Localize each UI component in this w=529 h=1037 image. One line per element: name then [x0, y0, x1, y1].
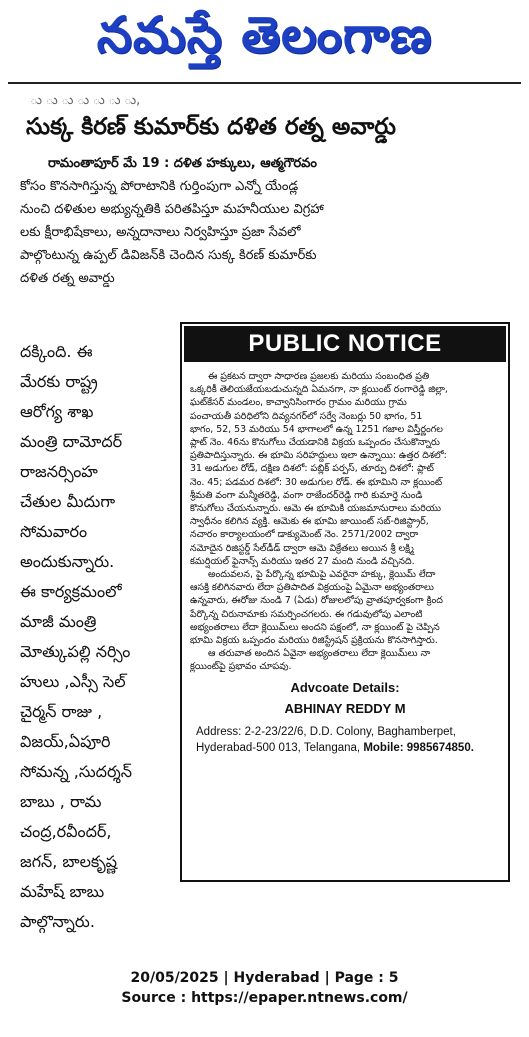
address-line: Address: 2-2-23/22/6, D.D. Colony, Baghamberpet,	[196, 725, 456, 738]
column-line: అందుకున్నారు.	[20, 552, 115, 571]
column-line: మేరకు రాష్ట్ర	[20, 372, 98, 391]
address-line-2	[196, 740, 502, 756]
notice-line: భూమి విక్రయ ఒప్పందం మరియు రిజిస్ట్రేషన్ ప్రక్రియను కొనసాగిస్తారు.	[190, 635, 438, 647]
cutoff-text: ు ు ు ు ు ు ు,	[30, 93, 141, 108]
column-line: విజయ్,ఏపూరి	[20, 732, 111, 751]
notice-line: ఈ ప్రకటన ద్వారా సాధారణ ప్రజలకు మరియు సంబంధిత ప్రతి	[208, 371, 430, 382]
advocate-details	[182, 680, 508, 756]
public-notice-body	[182, 364, 508, 674]
source-link: Source : https://epaper.ntnews.com/	[121, 990, 408, 1006]
notice-line: ఒక్కరికీ తెలియజేయబడుచున్నది ఏమనగా, నా క్లయింట్ రంగారెడ్డి జిల్లా,	[190, 384, 448, 396]
notice-line: ఉన్నవారు, ఈరోజు నుండి 7 (ఏడు) రోజులలోపు వ్రాతపూర్వకంగా క్రింద	[190, 595, 443, 607]
notice-line: ప్లాట్ నెం. 46ను కొనుగోలు చేయడానికి విక్రయ ఒప్పందం చేసుకొన్నారు	[190, 437, 440, 449]
column-line: మంత్రి దామోదర్	[20, 432, 123, 451]
notice-line: క్లయింట్‌పై ప్రభావం చూపవు.	[190, 661, 292, 673]
advocate-address	[188, 724, 502, 756]
intro-line: లకు క్షీరాభిషేకాలు, అన్నదానాలు నిర్వహిస్తూ ప్రజా సేవలో	[20, 225, 301, 240]
notice-line: 31 అడుగుల రోడ్, దక్షిణ దిశలో: పబ్లిక్ పర్పస్, తూర్పు దిశలో: ప్లాట్	[190, 463, 434, 475]
article-column	[20, 337, 170, 937]
notice-line: కమర్షియల్ ఫైనాన్స్ మరియు ఇతర 27 మంది నుండి వచ్చినది.	[190, 555, 415, 567]
notice-line: స్వాధీనం కలిగిన వ్యక్తి. ఆమెకు ఈ భూమి జాయింట్ సబ్-రిజిస్ట్రార్,	[190, 516, 429, 528]
notice-line: నెం. 45; పడమర దిశలో: 30 అడుగుల రోడ్. ఈ భూమిని నా క్లయింట్	[190, 476, 443, 488]
masthead	[0, 0, 529, 82]
column-line: రాజనర్సింహ	[20, 462, 98, 481]
column-line: ఈ కార్యక్రమంలో	[20, 582, 122, 601]
notice-line: నచారం కార్యాలయంలో డాక్యుమెంట్ నెం. 2571/2002 ద్వారా	[190, 529, 419, 541]
column-line: చైర్మన్ రాజు ,	[20, 702, 103, 721]
newspaper-logo: నమస్తే తెలంగాణ	[96, 5, 433, 64]
notice-line: ఘట్‌కేసర్ మండలం, కాచ్వానిసింగారం గ్రామం మరియు గ్రామ	[190, 397, 407, 409]
notice-line: శ్రీమతి వంగా మన్మీతరెడ్డి, వంగా రాజేందర్‌రెడ్డి గారి కుమార్తె నుండి	[190, 489, 423, 501]
column-line: దక్కింది. ఈ	[20, 342, 93, 361]
notice-line: పేర్కొన్న చిరునామాకు సమర్పించగలరు. ఈ గడువులోపు ఎలాంటి	[190, 608, 423, 620]
notice-line: కొనుగోలు చేయనున్నారు. ఆమె ఈ భూమికి యజమానురాలు మరియు	[190, 503, 442, 515]
column-line: హులు ,ఎస్సీ సెల్	[20, 672, 126, 691]
advocate-mobile: Mobile: 9985674850.	[363, 741, 474, 754]
notice-line: ఆ తరువాత అందిన ఏవైనా అభ్యంతరాలు లేదా క్లెయిమ్‌లు నా	[208, 648, 431, 660]
column-line: ఆరోగ్య శాఖ	[20, 402, 94, 421]
advocate-name: ABHINAY REDDY M	[284, 700, 406, 716]
column-line: చేతుల మీదుగా	[20, 492, 116, 511]
column-line: సోమన్న ,సుదర్శన్	[20, 762, 132, 781]
column-line: పాల్గొన్నారు.	[20, 912, 95, 931]
column-line: చంద్ర,రవీందర్,	[20, 822, 112, 841]
intro-line: నుంచి దళితుల అభ్యున్నతికి పరితపిస్తూ మహనీయుల విగ్రహా	[20, 202, 324, 217]
notice-line: పంచాయతీ పరిధిలోని దివ్యనగర్‌లో సర్వే నెంబర్లు 50 భాగం, 51	[190, 410, 423, 422]
intro-line: దళిత రత్న అవార్డు	[20, 271, 115, 286]
column-line: మహేష్ బాబు	[20, 882, 105, 901]
column-line: బాబు , రామ	[20, 792, 102, 811]
notice-line: ప్రతిపాదిస్తున్నారు. ఈ భూమి సరిహద్దులు ఇలా ఉన్నాయి: ఉత్తర దిశలో:	[190, 450, 447, 462]
article-intro	[20, 152, 490, 290]
news-clipping	[20, 92, 510, 931]
public-notice-heading: PUBLIC NOTICE	[184, 326, 506, 362]
advocate-title: Advcoate Details:	[290, 679, 400, 695]
notice-line: నమోదైన రిజిస్టర్డ్ సేల్‌డీడ్ ద్వారా ఆమె విక్రేతలు అయిన శ్రీ లక్ష్మి	[190, 542, 414, 554]
page-footer	[0, 968, 529, 1008]
article-headline: సుక్క కిరణ్ కుమార్‌కు దళిత రత్న అవార్డు	[26, 114, 396, 140]
notice-line: ఆసక్తి కలిగినవారు లేదా ప్రతిపాదిత విక్రయంపై ఏమైనా అభ్యంతరాలు	[190, 582, 434, 594]
public-notice-box	[180, 322, 510, 882]
intro-line: పాల్గొంటున్న ఉప్పల్ డివిజన్‌కి చెందిన సుక్క కిరణ్ కుమార్‌కు	[20, 248, 317, 263]
notice-line: అభ్యంతరాలు లేదా క్లెయిమ్‌లు అందని పక్షంలో, నా క్లయింట్ పై చెప్పిన	[190, 621, 440, 633]
column-line: మోత్కుపల్లి నర్సిం	[20, 642, 131, 661]
column-line: సోమవారం	[20, 522, 88, 541]
masthead-divider	[8, 82, 521, 84]
notice-line: అందువలన, పై పేర్కొన్న భూమిపై ఎవరైనా హక్కు, క్లెయిమ్ లేదా	[208, 569, 436, 581]
address-city: Hyderabad-500 013, Telangana,	[196, 741, 361, 754]
column-line: జగన్, బాలకృష్ణ	[20, 852, 118, 871]
edition-info: 20/05/2025 | Hyderabad | Page : 5	[130, 970, 399, 986]
column-line: మాజీ మంత్రి	[20, 612, 97, 631]
notice-line: భాగం, 52, 53 మరియు 54 భాగాలలో ఉన్న 1251 గజాల విస్తీర్ణంగల	[190, 423, 443, 435]
intro-line: కోసం కొనసాగిస్తున్న పోరాటానికి గుర్తింపుగా ఎన్నో యేండ్ల	[20, 179, 299, 194]
intro-line: రామంతాపూర్ మే 19 : దళిత హక్కులు, ఆత్మగౌరవం	[48, 156, 317, 171]
